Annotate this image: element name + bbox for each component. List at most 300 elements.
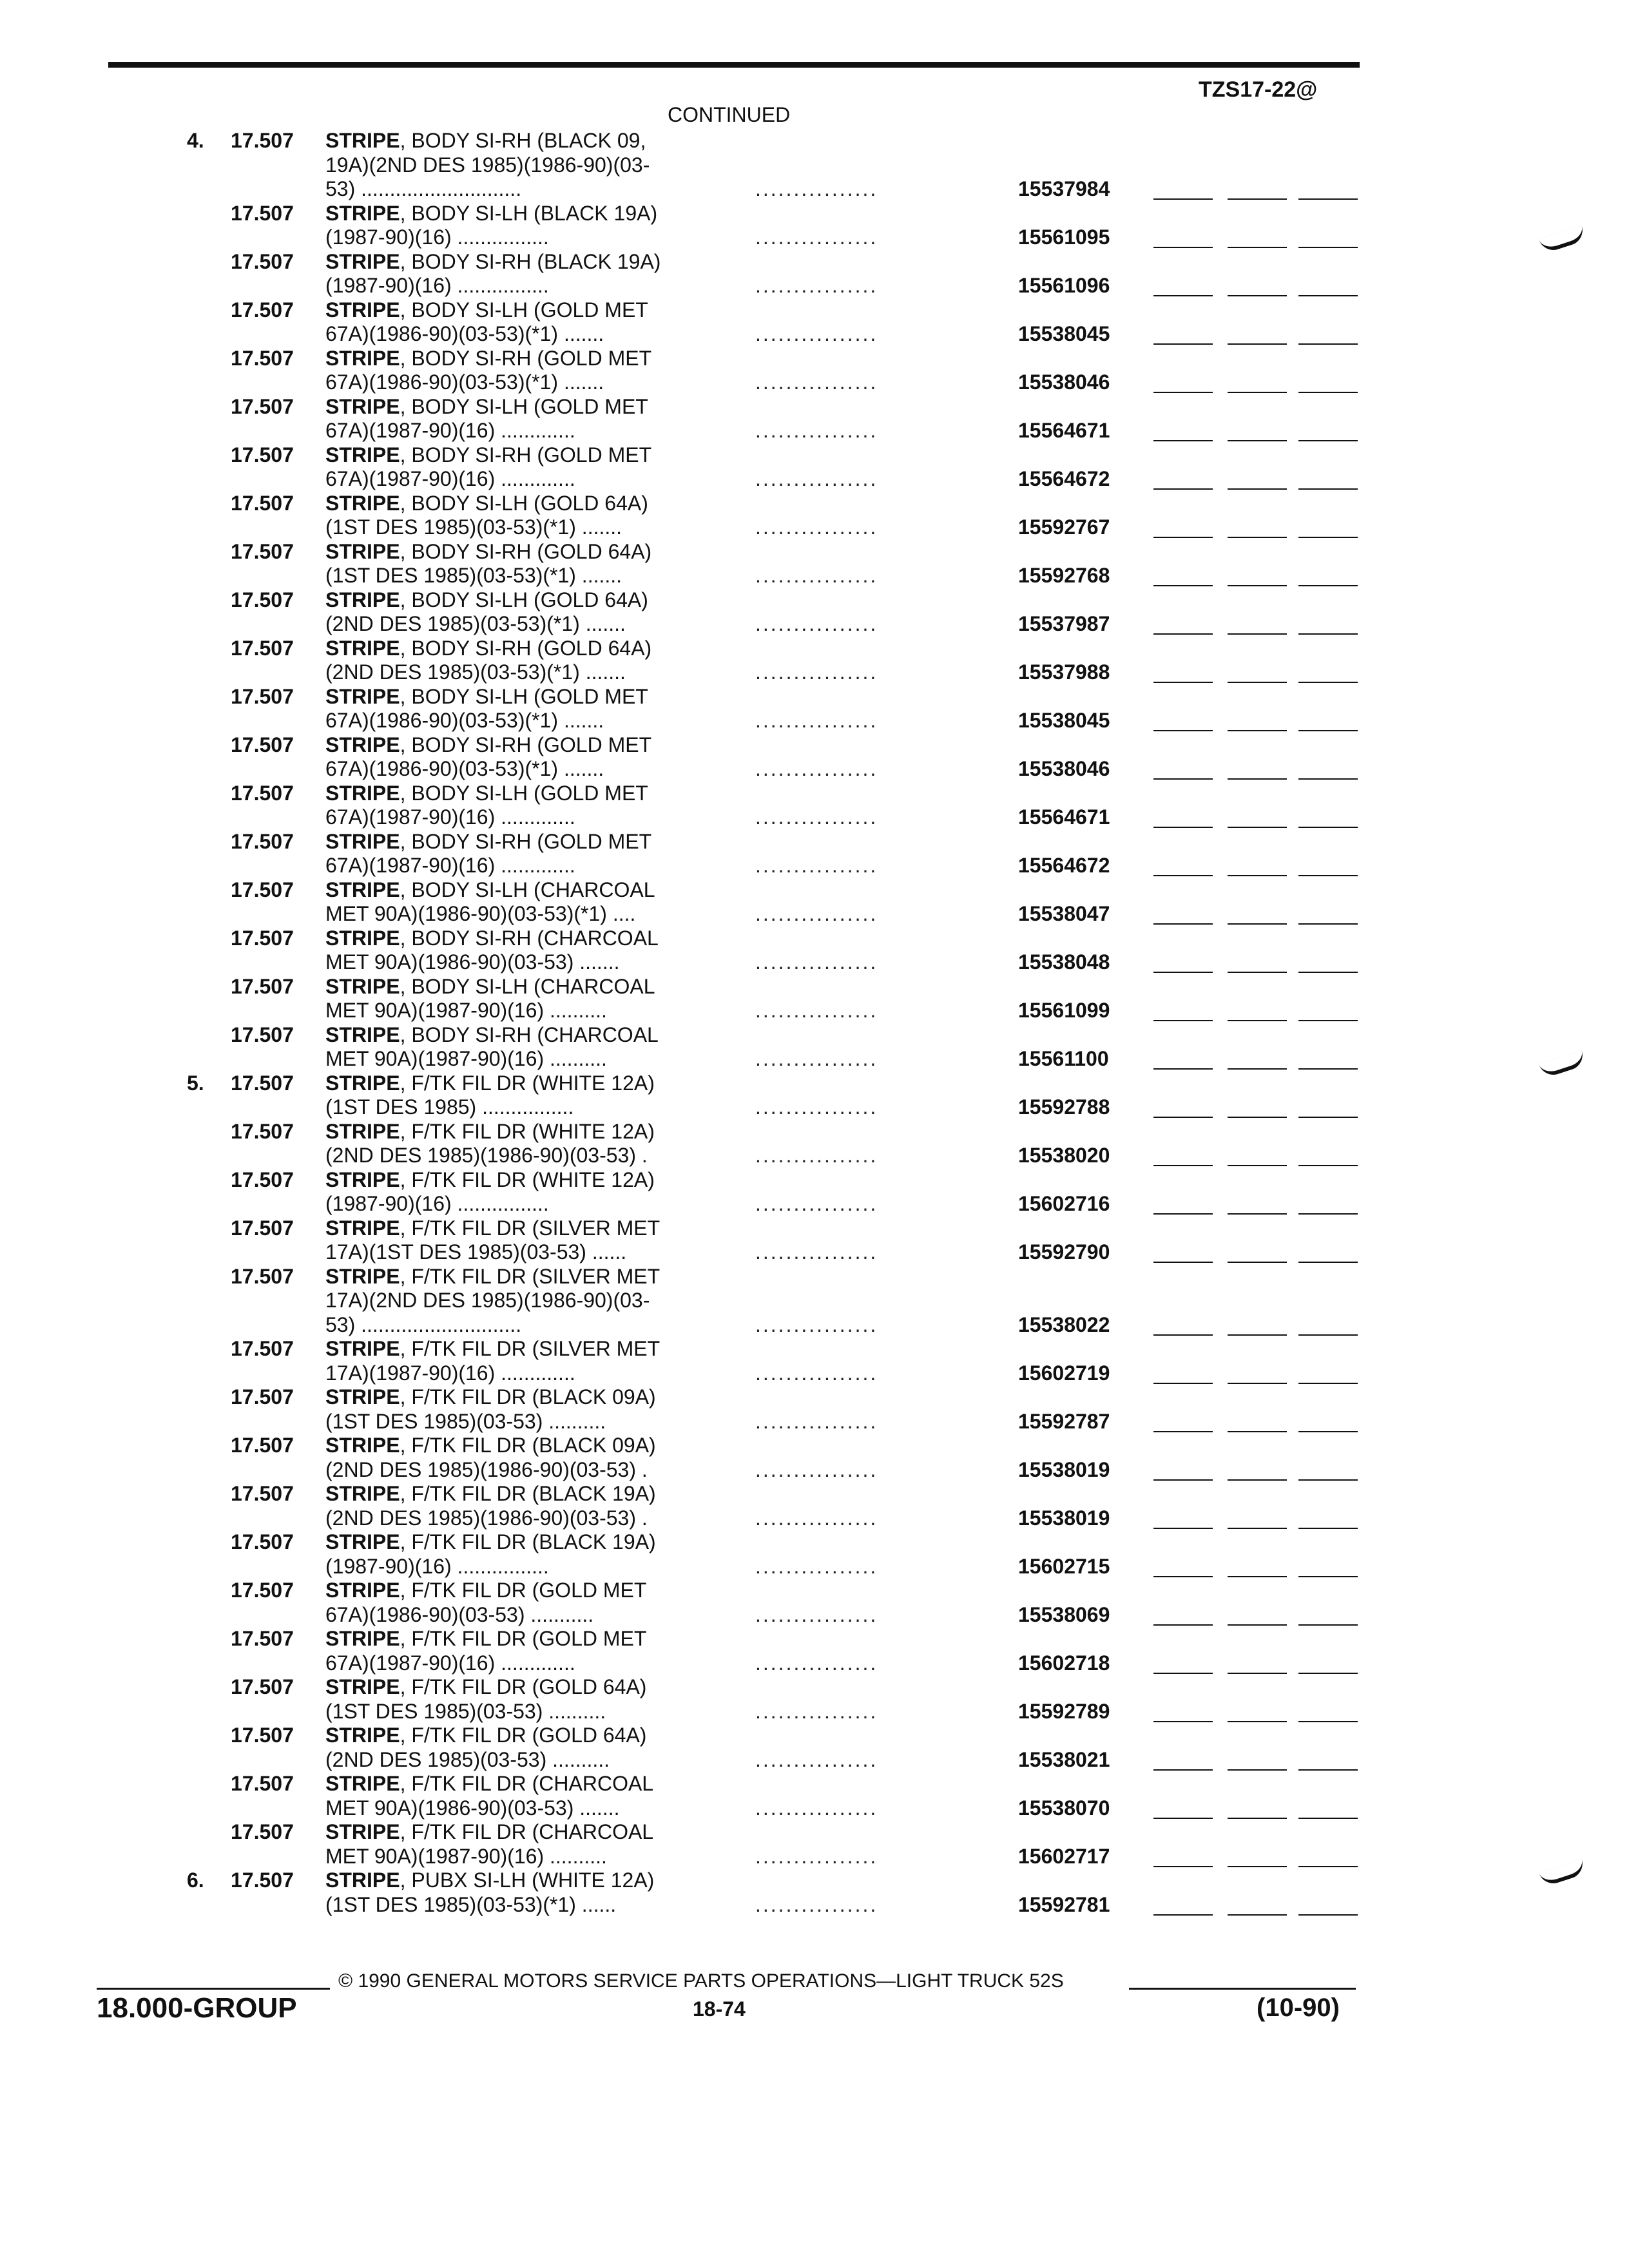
entry-blank-line [1228, 1213, 1287, 1215]
entry-blank-line [1298, 1165, 1358, 1166]
entry-blank-line [1298, 392, 1358, 393]
description-line [325, 1216, 738, 1241]
leader-dots: ................ [755, 177, 878, 200]
group-label: 18.000-GROUP [97, 1992, 297, 2024]
group-number: 17.507 [231, 249, 294, 273]
group-number: 17.507 [231, 1482, 294, 1505]
list-item [0, 395, 1629, 443]
group-number: 17.507 [231, 1385, 294, 1408]
group-number: 17.507 [231, 733, 294, 756]
leader-dots: ................ [755, 1312, 878, 1336]
part-number: 15592790 [1018, 1240, 1110, 1264]
part-spec: , BODY SI-LH (GOLD MET [400, 781, 648, 805]
part-description [325, 250, 738, 298]
entry-blank-line [1153, 1020, 1213, 1021]
entry-blank-line [1298, 1334, 1358, 1336]
part-number: 15561095 [1018, 226, 1110, 249]
entry-blank-line [1298, 875, 1358, 876]
description-line: MET 90A)(1987-90)(16) .......... [325, 999, 607, 1022]
entry-blank-line [1228, 198, 1287, 200]
part-number: 15538019 [1018, 1506, 1110, 1530]
item-number: 4. [187, 129, 204, 152]
entry-blank-line [1298, 923, 1358, 925]
leader-dots: ................ [755, 1844, 878, 1868]
part-name: STRIPE [325, 394, 400, 418]
leader-dots: ................ [755, 757, 878, 780]
entry-blank-line [1228, 585, 1287, 586]
entry-blank-line [1298, 778, 1358, 780]
group-number: 17.507 [231, 588, 294, 611]
entry-blank-line [1153, 730, 1213, 731]
part-spec: , BODY SI-RH (GOLD MET [400, 443, 652, 466]
part-description [325, 1120, 738, 1168]
description-line [325, 1265, 738, 1289]
entry-blank-line [1153, 1165, 1213, 1166]
description-line: 67A)(1987-90)(16) ............. [325, 854, 575, 877]
part-number: 15602716 [1018, 1192, 1110, 1215]
part-number: 15592781 [1018, 1892, 1110, 1916]
entry-blank-line [1228, 1117, 1287, 1118]
part-number: 15538046 [1018, 757, 1110, 780]
group-number: 17.507 [231, 1119, 294, 1143]
part-spec: , BODY SI-LH (CHARCOAL [400, 878, 655, 901]
group-number: 17.507 [231, 781, 294, 805]
description-line: (2ND DES 1985)(03-53)(*1) ....... [325, 660, 626, 684]
description-line [325, 588, 738, 613]
entry-blank-line [1228, 1383, 1287, 1384]
part-name: STRIPE [325, 1530, 400, 1553]
part-name: STRIPE [325, 1119, 400, 1143]
description-line: 67A)(1986-90)(03-53) ........... [325, 1602, 594, 1626]
group-number: 17.507 [231, 539, 294, 563]
leader-dots: ................ [755, 1192, 878, 1215]
description-line [325, 395, 738, 419]
group-number: 17.507 [231, 1724, 294, 1747]
part-spec: , F/TK FIL DR (SILVER MET [400, 1264, 660, 1288]
part-name: STRIPE [325, 1434, 400, 1457]
entry-blank-line [1228, 1914, 1287, 1916]
part-description [325, 298, 738, 347]
part-name: STRIPE [325, 1023, 400, 1046]
part-spec: , F/TK FIL DR (GOLD 64A) [400, 1724, 647, 1747]
entry-blank-line [1153, 1334, 1213, 1336]
part-spec: , BODY SI-LH (GOLD MET [400, 684, 648, 708]
list-item [0, 1675, 1629, 1724]
description-line [325, 878, 738, 903]
entry-blank-line [1298, 1721, 1358, 1722]
entry-blank-line [1153, 682, 1213, 683]
part-name: STRIPE [325, 1820, 400, 1843]
description-line: MET 90A)(1986-90)(03-53)(*1) .... [325, 902, 636, 925]
entry-blank-line [1298, 1068, 1358, 1070]
entry-blank-line [1228, 875, 1287, 876]
part-name: STRIPE [325, 1579, 400, 1602]
entry-blank-line [1153, 440, 1213, 441]
entry-blank-line [1298, 1624, 1358, 1626]
description-line [325, 1675, 738, 1700]
part-name: STRIPE [325, 926, 400, 950]
entry-blank-line [1228, 923, 1287, 925]
part-name: STRIPE [325, 1071, 400, 1095]
part-number: 15561100 [1018, 1047, 1109, 1070]
part-number: 15592788 [1018, 1095, 1110, 1119]
part-spec: , PUBX SI-LH (WHITE 12A) [400, 1869, 655, 1892]
part-number: 15537987 [1018, 612, 1110, 635]
entry-blank-line [1298, 1262, 1358, 1263]
part-spec: , F/TK FIL DR (WHITE 12A) [400, 1168, 655, 1191]
group-number: 17.507 [231, 829, 294, 853]
description-line: 17A)(1987-90)(16) ............. [325, 1361, 575, 1385]
entry-blank-line [1228, 633, 1287, 635]
page-number: 18-74 [693, 1997, 746, 2021]
description-line: 67A)(1986-90)(03-53)(*1) ....... [325, 370, 604, 394]
description-line [325, 637, 738, 661]
part-name: STRIPE [325, 129, 400, 152]
leader-dots: ................ [755, 564, 878, 587]
part-description [325, 1216, 738, 1265]
entry-blank-line [1298, 827, 1358, 828]
entry-blank-line [1298, 1117, 1358, 1118]
leader-dots: ................ [755, 1651, 878, 1675]
part-number: 15592767 [1018, 515, 1110, 539]
part-spec: , BODY SI-RH (CHARCOAL [400, 1023, 659, 1046]
part-description [325, 1820, 738, 1869]
leader-dots: ................ [755, 1747, 878, 1771]
part-description [325, 1482, 738, 1530]
part-spec: , F/TK FIL DR (CHARCOAL [400, 1820, 654, 1843]
entry-blank-line [1153, 585, 1213, 586]
group-number: 17.507 [231, 1772, 294, 1795]
leader-dots: ................ [755, 226, 878, 249]
part-name: STRIPE [325, 1216, 400, 1240]
part-spec: , BODY SI-RH (GOLD 64A) [400, 539, 652, 563]
list-item [0, 347, 1629, 395]
description-line [325, 1579, 738, 1603]
description-line [325, 129, 738, 153]
entry-blank-line [1153, 875, 1213, 876]
list-item [0, 1216, 1629, 1265]
part-spec: , BODY SI-LH (BLACK 19A) [400, 201, 658, 225]
leader-dots: ................ [755, 660, 878, 684]
entry-blank-line [1228, 1068, 1287, 1070]
copyright-notice: © 1990 GENERAL MOTORS SERVICE PARTS OPERATIONS—LIGHT TRUCK 52S [338, 1970, 1064, 1992]
entry-blank-line [1153, 198, 1213, 200]
description-line [325, 1530, 738, 1555]
entry-blank-line [1153, 1068, 1213, 1070]
part-number: 15538045 [1018, 709, 1110, 732]
group-number: 17.507 [231, 129, 294, 152]
part-name: STRIPE [325, 1264, 400, 1288]
item-number: 5. [187, 1071, 204, 1095]
entry-blank-line [1298, 198, 1358, 200]
entry-blank-line [1153, 1431, 1213, 1432]
list-item [0, 588, 1629, 637]
part-name: STRIPE [325, 588, 400, 611]
part-description [325, 1724, 738, 1772]
group-number: 17.507 [231, 974, 294, 998]
entry-blank-line [1298, 1528, 1358, 1529]
description-line [325, 927, 738, 951]
group-number: 17.507 [231, 1168, 294, 1191]
description-line [325, 202, 738, 226]
entry-blank-line [1298, 1213, 1358, 1215]
group-number: 17.507 [231, 1869, 294, 1892]
leader-dots: ................ [755, 515, 878, 539]
group-number: 17.507 [231, 1627, 294, 1650]
part-name: STRIPE [325, 443, 400, 466]
entry-blank-line [1228, 1431, 1287, 1432]
entry-blank-line [1228, 488, 1287, 490]
part-description [325, 1772, 738, 1820]
entry-blank-line [1228, 1334, 1287, 1336]
group-number: 17.507 [231, 1216, 294, 1240]
list-item [0, 540, 1629, 588]
part-number: 15602719 [1018, 1361, 1110, 1385]
description-line: 67A)(1987-90)(16) ............. [325, 1651, 575, 1675]
part-number: 15538045 [1018, 322, 1110, 345]
description-line: (2ND DES 1985)(1986-90)(03-53) . [325, 1144, 648, 1167]
description-line: 53) ............................ [325, 1312, 522, 1336]
part-spec: , BODY SI-LH (GOLD 64A) [400, 588, 648, 611]
description-line: (1987-90)(16) ................ [325, 1554, 549, 1578]
description-line [325, 1023, 738, 1048]
part-spec: , BODY SI-RH (GOLD MET [400, 346, 652, 370]
list-item [0, 927, 1629, 975]
leader-dots: ................ [755, 1361, 878, 1385]
description-line: 67A)(1987-90)(16) ............. [325, 805, 575, 829]
leader-dots: ................ [755, 1095, 878, 1119]
part-name: STRIPE [325, 346, 400, 370]
part-spec: , F/TK FIL DR (GOLD 64A) [400, 1675, 647, 1698]
description-line: (1ST DES 1985)(03-53)(*1) ....... [325, 564, 622, 587]
part-spec: , BODY SI-LH (GOLD MET [400, 394, 648, 418]
part-number: 15592789 [1018, 1699, 1110, 1723]
group-number: 17.507 [231, 684, 294, 708]
description-line [325, 1482, 738, 1506]
description-line [325, 1627, 738, 1651]
description-line [325, 1072, 738, 1096]
leader-dots: ................ [755, 950, 878, 974]
leader-dots: ................ [755, 612, 878, 635]
part-description [325, 733, 738, 782]
leader-dots: ................ [755, 902, 878, 925]
entry-blank-line [1298, 343, 1358, 345]
part-description [325, 129, 738, 202]
part-spec: , F/TK FIL DR (GOLD MET [400, 1627, 647, 1650]
list-item [0, 1579, 1629, 1627]
part-spec: , BODY SI-LH (GOLD 64A) [400, 491, 648, 515]
part-name: STRIPE [325, 829, 400, 853]
entry-blank-line [1228, 1818, 1287, 1819]
description-line: 67A)(1986-90)(03-53)(*1) ....... [325, 709, 604, 732]
list-item [0, 975, 1629, 1023]
entry-blank-line [1298, 1383, 1358, 1384]
entry-blank-line [1228, 1866, 1287, 1867]
entry-blank-line [1153, 1576, 1213, 1577]
part-spec: , BODY SI-LH (CHARCOAL [400, 974, 655, 998]
entry-blank-line [1298, 1818, 1358, 1819]
group-number: 17.507 [231, 201, 294, 225]
part-name: STRIPE [325, 733, 400, 756]
part-spec: , F/TK FIL DR (BLACK 19A) [400, 1530, 656, 1553]
description-line [325, 1337, 738, 1361]
group-number: 17.507 [231, 926, 294, 950]
entry-blank-line [1298, 972, 1358, 973]
entry-blank-line [1153, 1528, 1213, 1529]
top-rule [108, 62, 1360, 68]
description-line: MET 90A)(1987-90)(16) .......... [325, 1844, 607, 1868]
part-name: STRIPE [325, 1482, 400, 1505]
entry-blank-line [1153, 827, 1213, 828]
part-spec: , F/TK FIL DR (CHARCOAL [400, 1772, 654, 1795]
entry-blank-line [1153, 633, 1213, 635]
group-number: 17.507 [231, 443, 294, 466]
description-line: (1ST DES 1985) ................ [325, 1095, 574, 1119]
entry-blank-line [1153, 1818, 1213, 1819]
part-number: 15538019 [1018, 1457, 1110, 1481]
entry-blank-line [1228, 827, 1287, 828]
part-spec: , BODY SI-LH (GOLD MET [400, 298, 648, 322]
leader-dots: ................ [755, 419, 878, 442]
part-spec: , BODY SI-RH (GOLD MET [400, 829, 652, 853]
description-line [325, 1724, 738, 1748]
part-description [325, 782, 738, 830]
entry-blank-line [1153, 1769, 1213, 1771]
description-line: (2ND DES 1985)(03-53) .......... [325, 1747, 610, 1771]
leader-dots: ................ [755, 1457, 878, 1481]
entry-blank-line [1153, 923, 1213, 925]
entry-blank-line [1228, 1769, 1287, 1771]
description-line [325, 1820, 738, 1845]
entry-blank-line [1228, 1624, 1287, 1626]
description-line [325, 782, 738, 806]
entry-blank-line [1298, 633, 1358, 635]
description-line: 17A)(1ST DES 1985)(03-53) ...... [325, 1240, 627, 1264]
part-description [325, 685, 738, 733]
entry-blank-line [1298, 1914, 1358, 1916]
description-line [325, 1434, 738, 1458]
part-number: 15602718 [1018, 1651, 1110, 1675]
part-name: STRIPE [325, 684, 400, 708]
part-name: STRIPE [325, 974, 400, 998]
continued-label: CONTINUED [668, 103, 791, 126]
part-name: STRIPE [325, 491, 400, 515]
description-line: (1987-90)(16) ................ [325, 226, 549, 249]
description-line [325, 1120, 738, 1144]
part-name: STRIPE [325, 1869, 400, 1892]
part-description [325, 1072, 738, 1120]
part-number: 15564672 [1018, 854, 1110, 877]
part-description [325, 1337, 738, 1385]
part-spec: , F/TK FIL DR (BLACK 19A) [400, 1482, 656, 1505]
entry-blank-line [1228, 537, 1287, 538]
entry-blank-line [1228, 1262, 1287, 1263]
part-number: 15592768 [1018, 564, 1110, 587]
list-item [0, 1385, 1629, 1434]
part-description [325, 588, 738, 637]
list-item [0, 202, 1629, 250]
description-line: (1987-90)(16) ................ [325, 1192, 549, 1215]
description-line: 67A)(1987-90)(16) ............. [325, 467, 575, 490]
part-description [325, 1530, 738, 1579]
part-description [325, 202, 738, 250]
entry-blank-line [1153, 247, 1213, 248]
leader-dots: ................ [755, 805, 878, 829]
entry-blank-line [1153, 1866, 1213, 1867]
entry-blank-line [1228, 778, 1287, 780]
group-number: 17.507 [231, 298, 294, 322]
description-line: (2ND DES 1985)(1986-90)(03-53) . [325, 1506, 648, 1530]
entry-blank-line [1298, 295, 1358, 296]
part-number: 15564671 [1018, 805, 1110, 829]
entry-blank-line [1228, 392, 1287, 393]
part-spec: , BODY SI-RH (CHARCOAL [400, 926, 659, 950]
part-description [325, 1627, 738, 1675]
description-line: MET 90A)(1986-90)(03-53) ....... [325, 950, 620, 974]
group-number: 17.507 [231, 878, 294, 901]
leader-dots: ................ [755, 1554, 878, 1578]
entry-blank-line [1298, 247, 1358, 248]
item-number: 6. [187, 1869, 204, 1892]
description-line [325, 492, 738, 516]
footer-rule-left [97, 1988, 330, 1990]
entry-blank-line [1298, 1866, 1358, 1867]
leader-dots: ................ [755, 1409, 878, 1433]
entry-blank-line [1298, 730, 1358, 731]
part-number: 15564671 [1018, 419, 1110, 442]
description-line: 17A)(2ND DES 1985)(1986-90)(03- [325, 1289, 650, 1312]
leader-dots: ................ [755, 1699, 878, 1723]
description-line: MET 90A)(1987-90)(16) .......... [325, 1047, 607, 1070]
part-description [325, 830, 738, 878]
leader-dots: ................ [755, 370, 878, 394]
part-description [325, 1869, 738, 1917]
entry-blank-line [1228, 972, 1287, 973]
leader-dots: ................ [755, 1506, 878, 1530]
entry-blank-line [1228, 295, 1287, 296]
entry-blank-line [1228, 1528, 1287, 1529]
part-name: STRIPE [325, 1168, 400, 1191]
description-line [325, 975, 738, 999]
part-number: 15538022 [1018, 1312, 1110, 1336]
list-item [0, 1120, 1629, 1168]
part-spec: , BODY SI-RH (GOLD MET [400, 733, 652, 756]
group-number: 17.507 [231, 1675, 294, 1698]
entry-blank-line [1153, 1117, 1213, 1118]
entry-blank-line [1153, 1914, 1213, 1916]
list-item [0, 782, 1629, 830]
entry-blank-line [1298, 1769, 1358, 1771]
entry-blank-line [1298, 537, 1358, 538]
part-number: 15561096 [1018, 274, 1110, 297]
entry-blank-line [1153, 1479, 1213, 1481]
list-item [0, 1820, 1629, 1869]
list-item [0, 1023, 1629, 1072]
entry-blank-line [1228, 682, 1287, 683]
entry-blank-line [1298, 585, 1358, 586]
part-description [325, 1579, 738, 1627]
list-item [0, 830, 1629, 878]
entry-blank-line [1298, 1020, 1358, 1021]
footer-rule-right [1129, 1988, 1356, 1990]
part-description [325, 395, 738, 443]
part-number: 15538048 [1018, 950, 1110, 974]
list-item [0, 443, 1629, 492]
part-number: 15538069 [1018, 1602, 1110, 1626]
leader-dots: ................ [755, 999, 878, 1022]
group-number: 17.507 [231, 1579, 294, 1602]
entry-blank-line [1228, 1479, 1287, 1481]
